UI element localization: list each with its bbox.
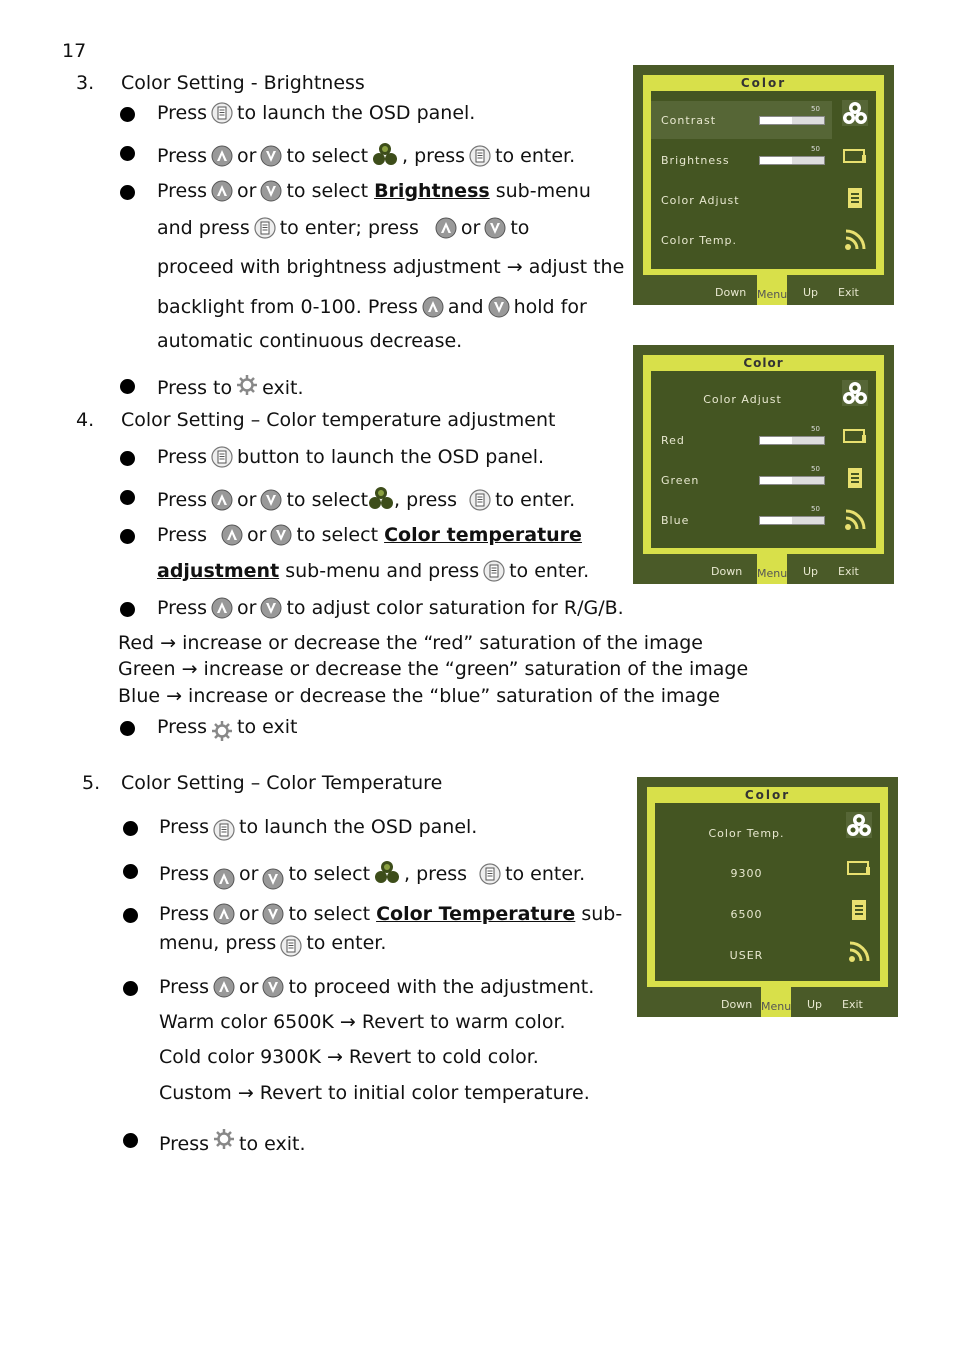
down-button-icon xyxy=(260,597,282,619)
section-3-number: 3. xyxy=(76,72,95,94)
up-button-icon xyxy=(213,868,235,890)
bullet xyxy=(120,107,135,122)
menu-button-icon xyxy=(254,217,276,239)
down-button-icon xyxy=(262,976,284,998)
osd-panel-color-main xyxy=(633,65,894,305)
menu-button-icon xyxy=(479,863,501,885)
section-3-title: Color Setting - Brightness xyxy=(121,72,365,94)
osd-frame xyxy=(647,787,888,987)
menu-button-icon xyxy=(469,145,491,167)
osd-title: Color xyxy=(744,788,791,802)
osd-footer-down[interactable]: Down xyxy=(711,565,743,578)
bullet xyxy=(120,529,135,544)
screen-icon[interactable] xyxy=(842,143,868,169)
bullet xyxy=(120,602,135,617)
bullet xyxy=(120,379,135,394)
up-button-icon xyxy=(211,489,233,511)
blue-description: Blue → increase or decrease the “blue” saturation of the image xyxy=(118,685,720,707)
document-icon[interactable] xyxy=(842,465,868,491)
s5-bullet-3: Press or to select Color Temperature sub- xyxy=(159,903,623,925)
osd-red-slider[interactable] xyxy=(759,436,825,445)
s4-bullet-3: Press or to select Color temperature xyxy=(157,524,582,546)
document-icon[interactable] xyxy=(846,897,872,923)
bullet xyxy=(120,490,135,505)
section-4-number: 4. xyxy=(76,409,95,431)
osd-contrast-slider[interactable] xyxy=(759,116,825,125)
signal-icon[interactable] xyxy=(846,939,872,965)
osd-footer-exit[interactable]: Exit xyxy=(838,286,859,299)
color-icon[interactable] xyxy=(842,380,868,406)
osd-footer-down[interactable]: Down xyxy=(721,998,753,1011)
osd-red-value: 50 xyxy=(811,425,820,433)
s3-bullet-3: Press or to select Brightness sub-menu xyxy=(157,180,591,202)
osd-panel-color-temp xyxy=(637,777,898,1017)
osd-item-brightness[interactable]: Brightness xyxy=(661,154,730,167)
down-button-icon xyxy=(260,489,282,511)
signal-icon[interactable] xyxy=(842,227,868,253)
up-button-icon xyxy=(211,597,233,619)
s4-bullet-1: Press button to launch the OSD panel. xyxy=(157,446,545,468)
bullet xyxy=(123,864,138,879)
s3-bullet-3-line-5: automatic continuous decrease. xyxy=(157,330,463,352)
s3-bullet-3-line-2: and press to enter; press or to xyxy=(157,217,530,239)
s3-bullet-2: Press or to select , press to enter. xyxy=(157,141,575,167)
s4-bullet-2: Press or to select , press to enter. xyxy=(157,485,575,511)
down-button-icon xyxy=(260,180,282,202)
osd-footer xyxy=(637,987,898,1017)
down-button-icon xyxy=(262,903,284,925)
bullet xyxy=(123,1133,138,1148)
document-icon[interactable] xyxy=(842,185,868,211)
osd-footer-exit[interactable]: Exit xyxy=(838,565,859,578)
up-button-icon xyxy=(422,296,444,318)
s4-bullet-3-line-2: adjustment sub-menu and press to enter. xyxy=(157,560,590,582)
down-button-icon xyxy=(484,217,506,239)
osd-item-blue[interactable]: Blue xyxy=(661,514,690,527)
up-button-icon xyxy=(211,145,233,167)
osd-panel-color-adjust xyxy=(633,345,894,584)
osd-side-icons xyxy=(832,371,876,548)
osd-menu-list xyxy=(651,91,834,269)
up-button-icon xyxy=(213,976,235,998)
color-setting-icon xyxy=(374,859,400,885)
s3-bullet-3-line-3: proceed with brightness adjustment → adjust the xyxy=(157,256,625,278)
bullet xyxy=(120,185,135,200)
down-button-icon xyxy=(262,868,284,890)
s5-bullet-2: Press or to select , press to enter. xyxy=(159,859,585,890)
osd-blue-slider[interactable] xyxy=(759,516,825,525)
green-description: Green → increase or decrease the “green” saturation of the image xyxy=(118,658,749,680)
osd-footer-up[interactable]: Up xyxy=(807,998,823,1011)
osd-footer-down[interactable]: Down xyxy=(715,286,747,299)
page-number: 17 xyxy=(62,40,87,62)
osd-footer xyxy=(633,275,894,305)
bullet xyxy=(120,721,135,736)
s5-bullet-1: Press to launch the OSD panel. xyxy=(159,816,477,841)
color-setting-icon xyxy=(368,485,394,511)
up-button-icon xyxy=(221,524,243,546)
down-button-icon xyxy=(488,296,510,318)
section-5-number: 5. xyxy=(82,772,101,794)
osd-item-color-adjust[interactable]: Color Adjust xyxy=(661,194,740,207)
cold-description: Cold color 9300K → Revert to cold color. xyxy=(159,1046,539,1068)
osd-blue-value: 50 xyxy=(811,505,820,513)
osd-option-9300[interactable]: 9300 xyxy=(730,867,763,880)
section-4-title: Color Setting – Color temperature adjustment xyxy=(121,409,556,431)
up-button-icon xyxy=(435,217,457,239)
osd-footer-up[interactable]: Up xyxy=(803,286,819,299)
signal-icon[interactable] xyxy=(842,507,868,533)
osd-contrast-value: 50 xyxy=(811,105,820,113)
osd-frame xyxy=(643,355,884,554)
osd-brightness-slider[interactable] xyxy=(759,156,825,165)
color-setting-icon xyxy=(372,141,398,167)
s3-bullet-4: Press to exit. xyxy=(157,374,304,399)
color-icon[interactable] xyxy=(846,812,872,838)
s3-bullet-1: Press to launch the OSD panel. xyxy=(157,102,476,124)
osd-footer-menu[interactable]: Menu xyxy=(757,275,787,305)
osd-side-icons xyxy=(836,803,880,981)
s5-bullet-3-line-2: menu, press to enter. xyxy=(159,932,386,957)
osd-header-color-adjust: Color Adjust xyxy=(703,393,782,406)
red-description: Red → increase or decrease the “red” saturation of the image xyxy=(118,632,703,654)
menu-button-icon xyxy=(483,560,505,582)
down-button-icon xyxy=(260,145,282,167)
bullet xyxy=(123,821,138,836)
osd-footer-menu[interactable]: Menu xyxy=(757,554,787,584)
osd-title: Color xyxy=(740,76,787,90)
s5-bullet-5: Press to exit. xyxy=(159,1128,306,1155)
color-icon[interactable] xyxy=(842,100,868,126)
menu-button-icon xyxy=(211,102,233,124)
exit-gear-icon xyxy=(236,374,258,396)
osd-header-color-temp: Color Temp. xyxy=(708,827,785,840)
osd-green-slider[interactable] xyxy=(759,476,825,485)
osd-option-6500[interactable]: 6500 xyxy=(730,908,763,921)
s4-bullet-5: Press to exit xyxy=(157,716,297,742)
osd-option-user[interactable]: USER xyxy=(729,949,764,962)
custom-description: Custom → Revert to initial color temperature. xyxy=(159,1082,590,1104)
osd-frame xyxy=(643,75,884,275)
bullet xyxy=(123,908,138,923)
osd-green-value: 50 xyxy=(811,465,820,473)
osd-footer-exit[interactable]: Exit xyxy=(842,998,863,1011)
menu-button-icon xyxy=(469,489,491,511)
bullet xyxy=(123,981,138,996)
menu-button-icon xyxy=(211,446,233,468)
osd-item-contrast[interactable]: Contrast xyxy=(661,114,717,127)
osd-footer xyxy=(633,554,894,584)
s5-bullet-4: Press or to proceed with the adjustment. xyxy=(159,976,595,998)
osd-footer-menu[interactable]: Menu xyxy=(761,987,791,1017)
osd-item-color-temp[interactable]: Color Temp. xyxy=(661,234,738,247)
up-button-icon xyxy=(211,180,233,202)
s3-bullet-3-line-4: backlight from 0-100. Press and hold for xyxy=(157,296,587,318)
down-button-icon xyxy=(270,524,292,546)
menu-button-icon xyxy=(213,819,235,841)
section-5-title: Color Setting – Color Temperature xyxy=(121,772,443,794)
osd-brightness-value: 50 xyxy=(811,145,820,153)
exit-gear-icon xyxy=(213,1128,235,1150)
osd-menu-list xyxy=(651,371,834,548)
osd-item-red[interactable]: Red xyxy=(661,434,685,447)
screen-icon[interactable] xyxy=(842,423,868,449)
bullet xyxy=(120,146,135,161)
osd-side-icons xyxy=(832,91,876,269)
screen-icon[interactable] xyxy=(846,855,872,881)
osd-item-green[interactable]: Green xyxy=(661,474,700,487)
up-button-icon xyxy=(213,903,235,925)
osd-menu-list xyxy=(655,803,838,981)
exit-gear-icon xyxy=(211,720,233,742)
s4-bullet-4: Press or to adjust color saturation for R/G/B. xyxy=(157,597,624,619)
warm-description: Warm color 6500K → Revert to warm color. xyxy=(159,1011,566,1033)
osd-footer-up[interactable]: Up xyxy=(803,565,819,578)
bullet xyxy=(120,451,135,466)
menu-button-icon xyxy=(280,935,302,957)
osd-title: Color xyxy=(743,356,784,370)
